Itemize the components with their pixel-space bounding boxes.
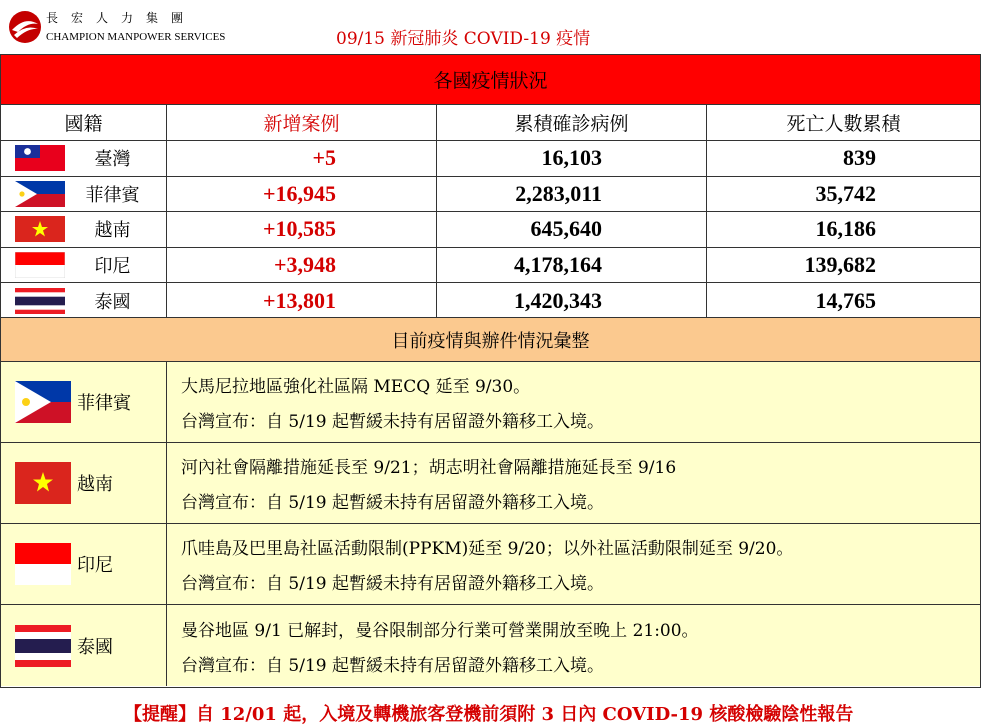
situation-note: 河內社會隔離措施延長至 9/21；胡志明社會隔離措施延長至 9/16 <box>181 458 677 478</box>
total-cases-value: 4,178,164 <box>514 252 602 278</box>
stats-row-indonesia <box>1 248 980 284</box>
col-header-deaths: 死亡人數累積 <box>786 113 901 135</box>
company-logo-icon <box>8 10 42 44</box>
country-name: 臺灣 <box>94 149 131 171</box>
deaths-value: 14,765 <box>815 288 876 314</box>
situation-table <box>0 318 981 688</box>
company-logo <box>6 4 256 48</box>
situation-banner: 目前疫情與辦件情況彙整 <box>1 318 980 362</box>
country-name: 印尼 <box>77 555 113 576</box>
situation-row-vietnam <box>1 443 980 524</box>
situation-row-thailand <box>1 605 980 686</box>
country-name: 菲律賓 <box>77 393 131 414</box>
new-cases-value: +10,585 <box>262 216 336 242</box>
company-name-en: CHAMPION MANPOWER SERVICES <box>46 31 226 43</box>
page-title: 09/15 新冠肺炎 COVID-19 疫情 <box>336 29 591 49</box>
new-cases-value: +13,801 <box>262 288 336 314</box>
thailand-flag-icon <box>15 288 65 314</box>
stats-row-philippines <box>1 177 980 213</box>
indonesia-flag-icon <box>15 543 71 585</box>
country-name: 菲律賓 <box>85 184 140 206</box>
thailand-flag-icon <box>15 625 71 667</box>
situation-note: 爪哇島及巴里島社區活動限制(PPKM)延至 9/20；以外社區活動限制延至 9/20。 <box>181 539 794 559</box>
country-name: 印尼 <box>94 256 131 278</box>
total-cases-value: 16,103 <box>541 145 602 171</box>
stats-banner: 各國疫情狀況 <box>1 55 980 105</box>
taiwan-policy-note: 台灣宣布：自 5/19 起暫緩未持有居留證外籍移工入境。 <box>181 493 604 513</box>
company-name-cn: 長宏人力集團 <box>46 11 197 25</box>
new-cases-value: +3,948 <box>273 252 336 278</box>
stats-row-thailand <box>1 283 980 319</box>
vietnam-flag-icon <box>15 462 71 504</box>
deaths-value: 16,186 <box>815 216 876 242</box>
new-cases-value: +16,945 <box>262 180 336 206</box>
col-header-new-cases: 新增案例 <box>167 105 437 140</box>
country-name: 越南 <box>94 220 131 242</box>
total-cases-value: 645,640 <box>530 216 602 242</box>
col-header-nationality: 國籍 <box>1 105 167 140</box>
stats-header-row <box>1 105 980 141</box>
taiwan-flag-icon <box>15 145 65 171</box>
col-header-total-cases: 累積確診病例 <box>437 105 707 140</box>
taiwan-policy-note: 台灣宣布：自 5/19 起暫緩未持有居留證外籍移工入境。 <box>181 655 604 676</box>
philippines-flag-icon <box>15 381 71 423</box>
footer-notice: 【提醒】自 12/01 起，入境及轉機旅客登機前須附 3 日內 COVID-19 核酸檢驗陰性報告 <box>124 704 854 725</box>
country-name: 泰國 <box>77 636 113 658</box>
total-cases-value: 2,283,011 <box>515 180 602 206</box>
taiwan-policy-note: 台灣宣布：自 5/19 起暫緩未持有居留證外籍移工入境。 <box>181 574 604 594</box>
stats-table <box>0 54 981 318</box>
philippines-flag-icon <box>15 181 65 207</box>
deaths-value: 35,742 <box>815 180 876 206</box>
situation-note: 大馬尼拉地區強化社區隔 MECQ 延至 9/30。 <box>181 377 531 397</box>
deaths-value: 839 <box>843 145 876 171</box>
stats-row-taiwan <box>1 141 980 177</box>
indonesia-flag-icon <box>15 252 65 278</box>
situation-row-indonesia <box>1 524 980 605</box>
situation-row-philippines <box>1 362 980 443</box>
country-name: 泰國 <box>94 292 131 314</box>
new-cases-value: +5 <box>312 145 336 171</box>
deaths-value: 139,682 <box>804 252 876 278</box>
country-name: 越南 <box>77 474 113 495</box>
stats-row-vietnam <box>1 212 980 248</box>
vietnam-flag-icon <box>15 216 65 242</box>
taiwan-policy-note: 台灣宣布：自 5/19 起暫緩未持有居留證外籍移工入境。 <box>181 412 604 432</box>
total-cases-value: 1,420,343 <box>514 288 602 314</box>
situation-note: 曼谷地區 9/1 已解封，曼谷限制部分行業可營業開放至晚上 21:00。 <box>181 620 699 641</box>
